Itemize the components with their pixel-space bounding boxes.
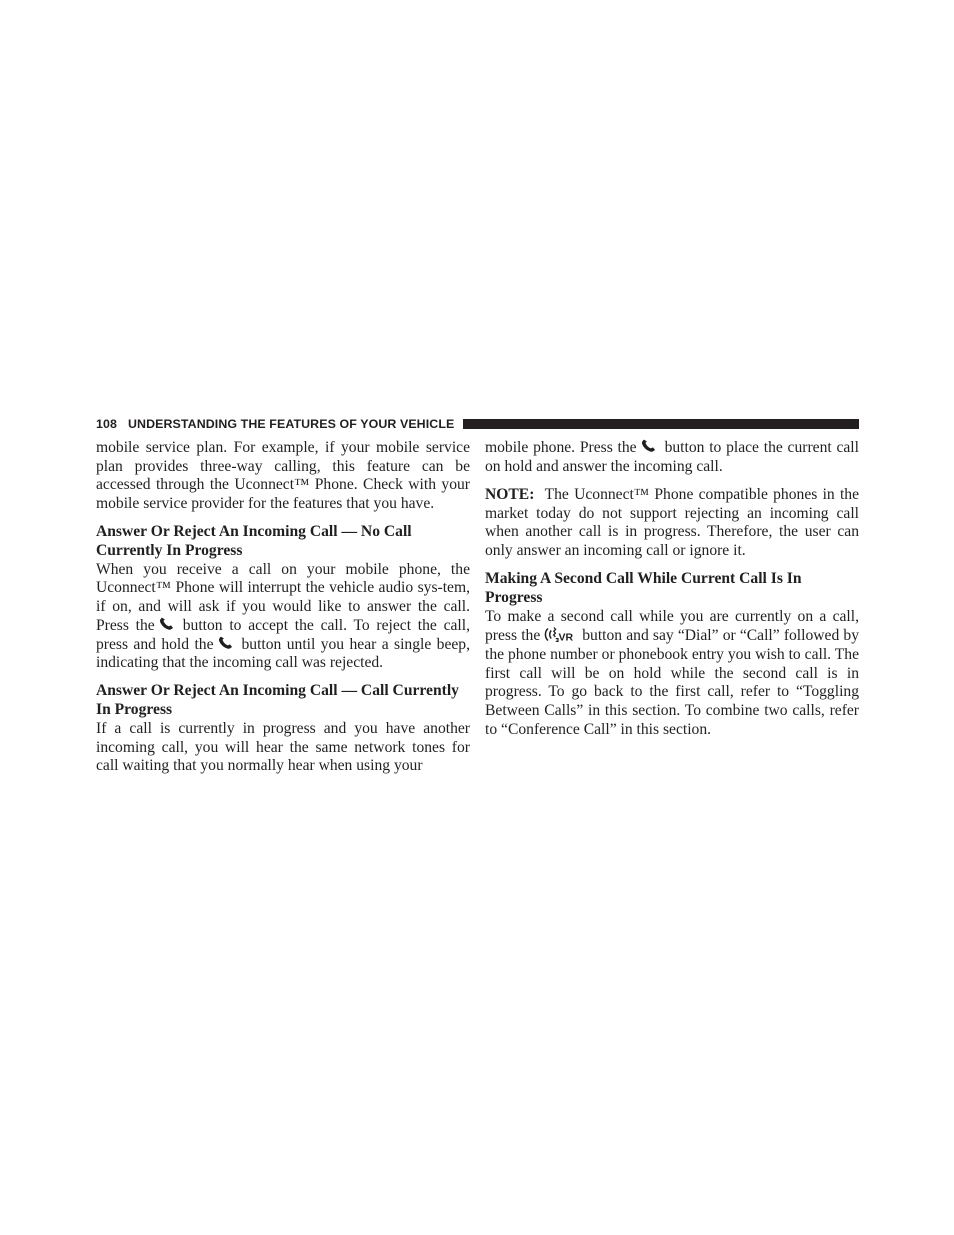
section-heading: Answer Or Reject An Incoming Call — Call Currently In Progress (96, 682, 459, 719)
header-rule (463, 419, 859, 429)
phone-icon (217, 636, 239, 650)
section-title: UNDERSTANDING THE FEATURES OF YOUR VEHICLE (127, 417, 455, 431)
section-heading: Making A Second Call While Current Call Is In Progress (485, 570, 802, 606)
paragraph: If a call is currently in progress and you have another incoming call, you will hear the same network tones for call waiting that you normally hear when using your (96, 719, 470, 775)
paragraph: When you receive a call on your mobile phone, the Uconnect™ Phone will interrupt the vehicle audio sys-tem, if on, and will ask if you would like to answer the call. Press the button to accept the call. To reject the call, press and hold the button until you hear a single beep, indicating that the incoming call was rejected. (96, 560, 470, 672)
paragraph: mobile phone. Press the button to place the current call on hold and answer the incoming call. (485, 439, 859, 475)
note-paragraph: NOTE: The Uconnect™ Phone compatible phones in the market today do not support rejecting an incoming call when another call is in progress. Therefore, the user can only answer an incoming call or ignore it. (485, 485, 859, 560)
page-header (96, 416, 859, 432)
section-heading: Answer Or Reject An Incoming Call — No Call Currently In Progress (96, 523, 412, 560)
right-column (485, 439, 859, 740)
phone-icon (640, 439, 662, 453)
paragraph: To make a second call while you are currently on a call, press the VR button and say “Dial” or “Call” followed by the phone number or phonebook entry you wish to call. The first call will be on hold while the second call is in progress. To go back to the first call, refer to “Toggling Between Calls” in this section. To combine two calls, refer to “Conference Call” in this section. (485, 607, 859, 738)
voice-command-icon (542, 626, 580, 643)
note-label: NOTE: (485, 485, 535, 503)
svg-text:VR: VR (558, 631, 574, 644)
paragraph: mobile service plan. For example, if your mobile service plan provides three-way calling, this feature can be accessed through the Uconnect™ Phone. Check with your mobile service provider for the features that you have. (96, 439, 470, 513)
phone-icon (158, 617, 180, 631)
page-number: 108 (96, 417, 117, 431)
left-column (96, 439, 470, 776)
